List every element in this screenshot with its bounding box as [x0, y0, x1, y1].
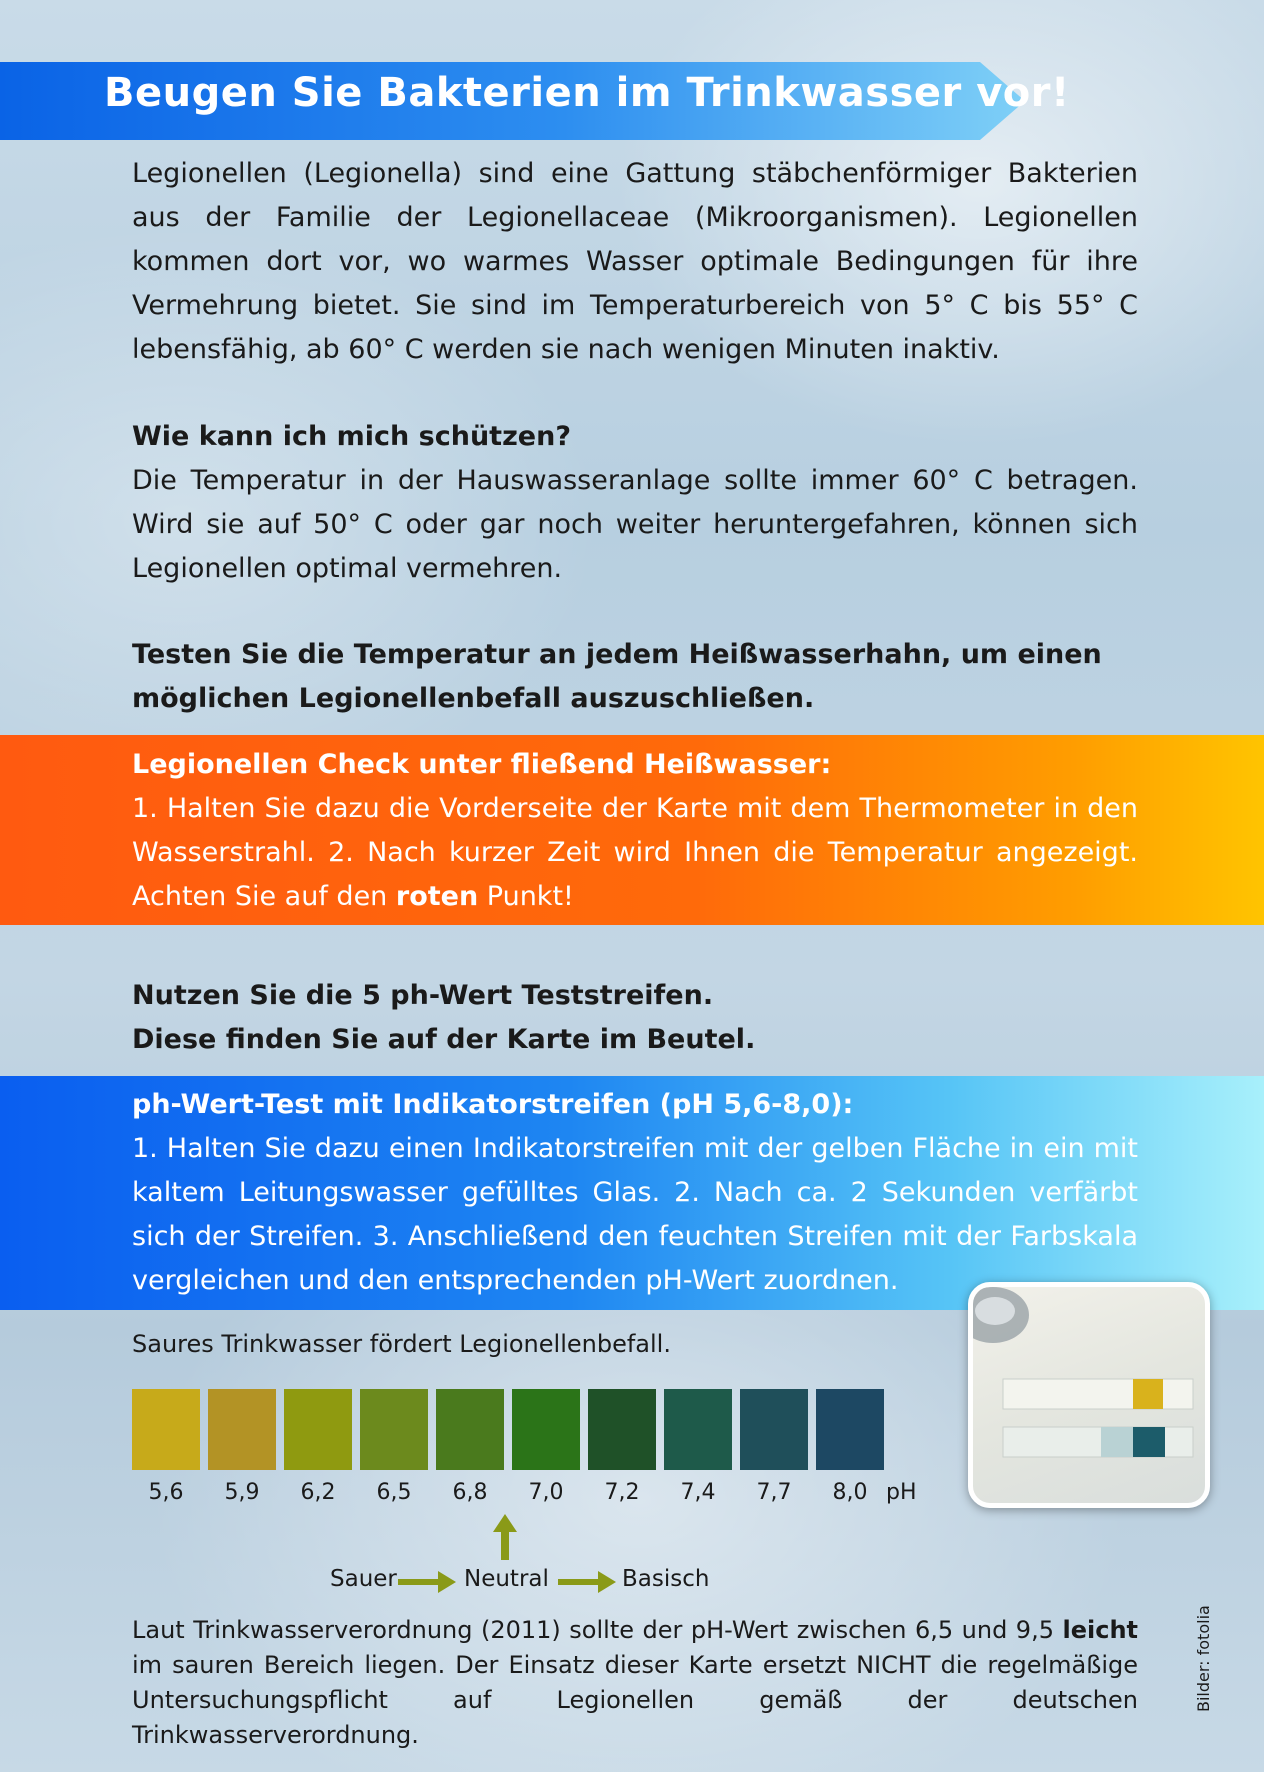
ph-swatch — [816, 1389, 884, 1470]
ph-value-label: 6,5 — [376, 1480, 412, 1505]
ph-test-heading: ph-Wert-Test mit Indikatorstreifen (pH 5,6-8,0): — [132, 1089, 854, 1120]
ph-value-label: 8,0 — [832, 1480, 868, 1505]
check-text-bold: roten — [395, 881, 479, 912]
footer-text-after: im sauren Bereich liegen. Der Einsatz dieser Karte ersetzt NICHT die regelmäßige Untersuchungspflicht auf Legionellen gemäß der deutschen Trinkwasserverordnung. — [132, 1651, 1138, 1749]
ph-value-label: 7,2 — [604, 1480, 640, 1505]
check-text-before: 1. Halten Sie dazu die Vorderseite der Karte mit dem Thermometer in den Wasserstrahl. 2. Nach kurzer Zeit wird Ihnen die Temperatur angezeigt. Achten Sie auf den — [132, 793, 1138, 912]
label-neutral: Neutral — [464, 1566, 549, 1592]
strips-line1: Nutzen Sie die 5 ph-Wert Teststreifen. — [132, 980, 714, 1011]
arrow-right-icon — [398, 1569, 456, 1595]
footer-text-before: Laut Trinkwasserverordnung (2011) sollte der pH-Wert zwischen 6,5 und 9,5 — [132, 1616, 1063, 1644]
test-temp-line1: Testen Sie die Temperatur an jedem Heißwasserhahn, um einen — [132, 639, 1102, 670]
label-sauer: Sauer — [330, 1566, 397, 1592]
test-strip-illustration — [973, 1287, 1205, 1503]
ph-value-label: 5,6 — [148, 1480, 184, 1505]
intro-text: Legionellen (Legionella) sind eine Gattung stäbchenförmiger Bakterien aus der Familie der Legionellaceae (Mikroorganismen). Legionellen kommen dort vor, wo warmes Wasser optimale Bedingungen für ihre Vermehrung bietet. Sie sind im Temperaturbereich von 5° C bis 55° C lebensfähig, ab 60° C werden sie nach wenigen Minuten inaktiv. — [132, 158, 1138, 365]
protect-text: Die Temperatur in der Hauswasseranlage sollte immer 60° C betragen. Wird sie auf 50° C oder gar noch weiter heruntergefahren, können sich Legionellen optimal vermehren. — [132, 465, 1138, 584]
check-heading: Legionellen Check unter fließend Heißwasser: — [132, 749, 832, 780]
ph-swatch — [208, 1389, 276, 1470]
ph-value-label: 7,0 — [528, 1480, 564, 1505]
ph-swatch — [512, 1389, 580, 1470]
image-credit: Bilder: fotolia — [1194, 1605, 1213, 1712]
strips-line2: Diese finden Sie auf der Karte im Beutel. — [132, 1024, 756, 1055]
check-text-after: Punkt! — [478, 881, 574, 912]
ph-value-label: 6,8 — [452, 1480, 488, 1505]
ph-swatch — [284, 1389, 352, 1470]
ph-swatch — [740, 1389, 808, 1470]
ph-swatch — [360, 1389, 428, 1470]
protect-heading: Wie kann ich mich schützen? — [132, 421, 572, 452]
ph-value-label: 7,7 — [756, 1480, 792, 1505]
footer-paragraph — [132, 1613, 1138, 1753]
label-basisch: Basisch — [622, 1566, 710, 1592]
ph-swatch — [664, 1389, 732, 1470]
ph-value-label: 7,4 — [680, 1480, 716, 1505]
ph-test-text: 1. Halten Sie dazu einen Indikatorstreifen mit der gelben Fläche in ein mit kaltem Leitungswasser gefülltes Glas. 2. Nach ca. 2 Sekunden verfärbt sich der Streifen. 3. Anschließend den feuchten Streifen mit der Farbskala vergleichen und den entsprechenden pH-Wert zuordnen. — [132, 1133, 1138, 1296]
ph-value-label: 5,9 — [224, 1480, 260, 1505]
test-temp-line2: möglichen Legionellenbefall auszuschließen. — [132, 683, 815, 714]
ph-swatch — [588, 1389, 656, 1470]
ph-value-label: 6,2 — [300, 1480, 336, 1505]
acid-note: Saures Trinkwasser fördert Legionellenbefall. — [132, 1330, 671, 1358]
neutral-up-arrow-icon — [490, 1514, 520, 1560]
test-strip-photo — [968, 1282, 1210, 1508]
footer-text — [132, 1613, 1138, 1753]
page-title: Beugen Sie Bakterien im Trinkwasser vor! — [104, 70, 1070, 116]
ph-unit: pH — [886, 1480, 917, 1505]
ph-swatch — [436, 1389, 504, 1470]
arrow-right-icon — [558, 1569, 616, 1595]
ph-swatch — [132, 1389, 200, 1470]
footer-text-bold: leicht — [1062, 1616, 1138, 1644]
